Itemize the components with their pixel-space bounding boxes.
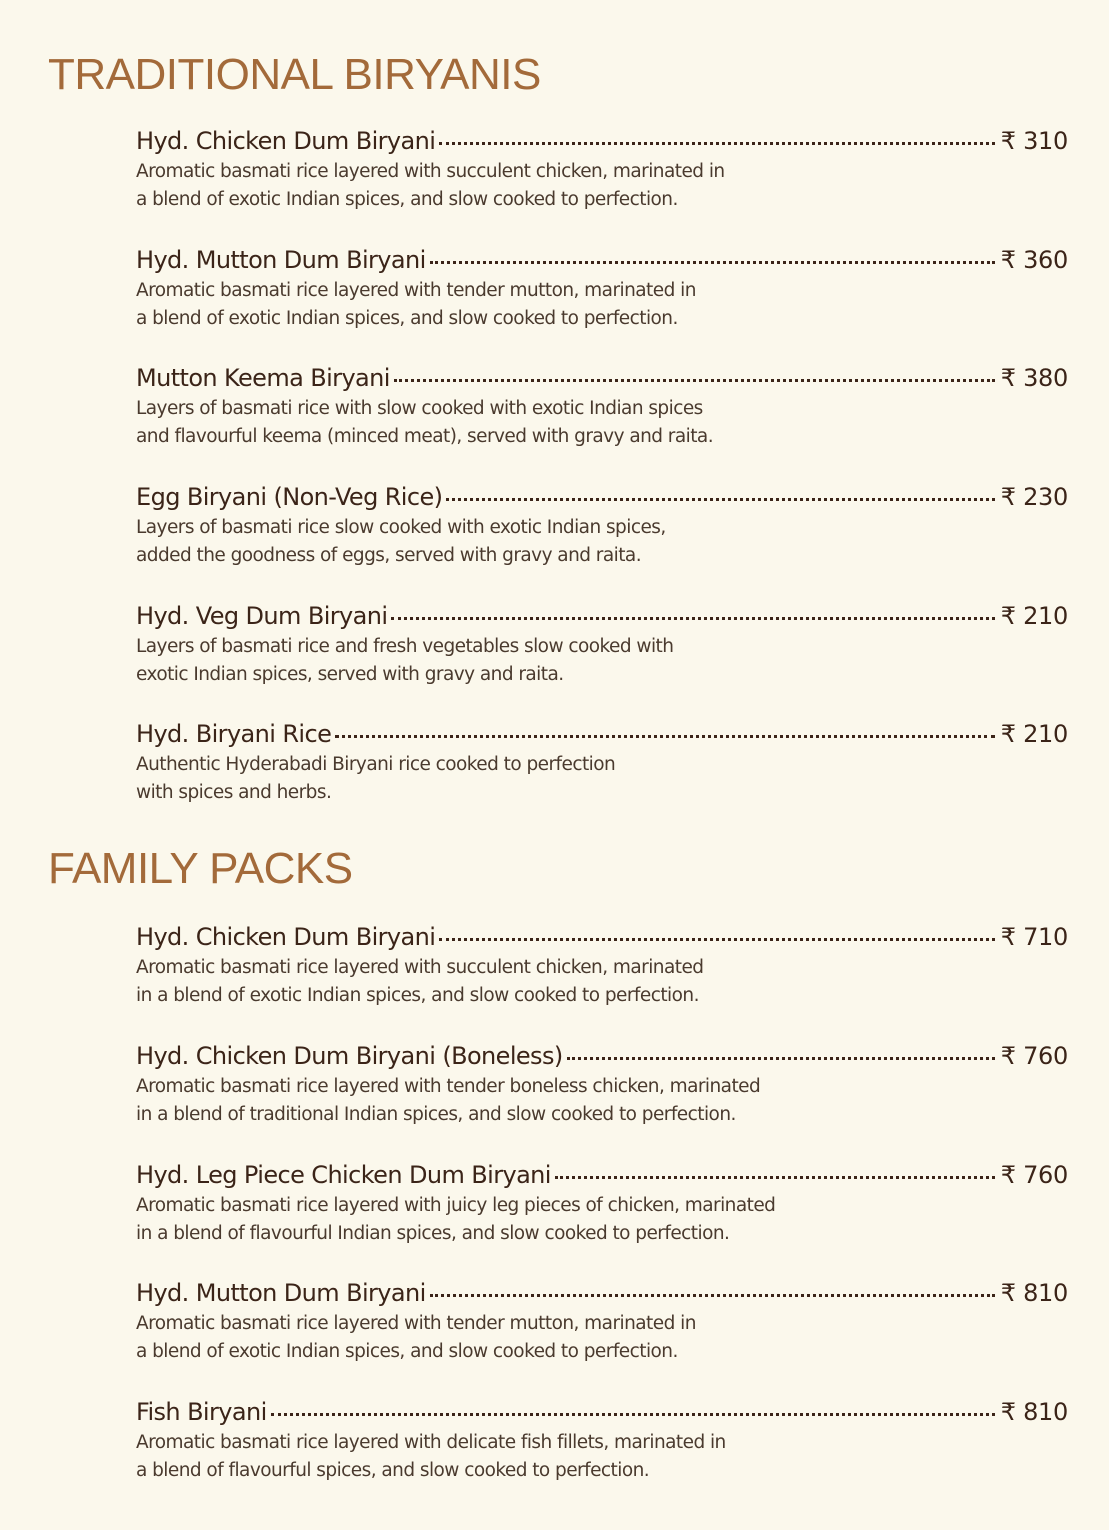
menu-item-description xyxy=(136,1073,836,1129)
menu-item-price: ₹ 810 xyxy=(1000,1398,1068,1426)
dot-leader xyxy=(394,379,995,382)
menu-item xyxy=(136,245,1068,333)
menu-item-name: Hyd. Leg Piece Chicken Dum Biryani xyxy=(136,1161,551,1189)
menu-item-header xyxy=(136,1041,1068,1071)
menu-item-price: ₹ 310 xyxy=(1000,127,1068,155)
dot-leader xyxy=(430,1294,995,1297)
menu-item xyxy=(136,1160,1068,1248)
menu-item-price: ₹ 210 xyxy=(1000,720,1068,748)
menu-item-price: ₹ 760 xyxy=(1000,1161,1068,1189)
menu-item-header xyxy=(136,922,1068,952)
description-line: in a blend of exotic Indian spices, and slow cooked to perfection. xyxy=(136,985,699,1006)
dot-leader xyxy=(555,1176,995,1179)
menu-item-description xyxy=(136,1310,836,1366)
description-line: a blend of exotic Indian spices, and slow cooked to perfection. xyxy=(136,308,678,329)
description-line: in a blend of traditional Indian spices, and slow cooked to perfection. xyxy=(136,1104,736,1125)
menu-item xyxy=(136,1278,1068,1366)
menu-item-description xyxy=(136,1429,836,1485)
menu-item-name: Hyd. Mutton Dum Biryani xyxy=(136,246,426,274)
menu-item xyxy=(136,1041,1068,1129)
description-line: a blend of exotic Indian spices, and slow cooked to perfection. xyxy=(136,1341,678,1362)
menu-item-name: Hyd. Biryani Rice xyxy=(136,720,332,748)
menu-item-description xyxy=(136,1192,836,1248)
menu-item-header xyxy=(136,1160,1068,1190)
description-line: Aromatic basmati rice layered with succulent chicken, marinated xyxy=(136,957,704,978)
menu-item-header xyxy=(136,719,1068,749)
menu-item-header xyxy=(136,126,1068,156)
menu-item-description xyxy=(136,954,836,1010)
menu-item-name: Fish Biryani xyxy=(136,1398,267,1426)
menu-item-price: ₹ 210 xyxy=(1000,602,1068,630)
description-line: Layers of basmati rice with slow cooked with exotic Indian spices xyxy=(136,398,703,419)
menu-item-name: Hyd. Chicken Dum Biryani xyxy=(136,923,436,951)
description-line: Aromatic basmati rice layered with succulent chicken, marinated in xyxy=(136,161,725,182)
dot-leader xyxy=(335,735,995,738)
menu-item-price: ₹ 360 xyxy=(1000,246,1068,274)
menu-item-name: Egg Biryani (Non-Veg Rice) xyxy=(136,483,443,511)
menu-item-price: ₹ 230 xyxy=(1000,483,1068,511)
description-line: Aromatic basmati rice layered with tender mutton, marinated in xyxy=(136,280,696,301)
menu-item-price: ₹ 380 xyxy=(1000,364,1068,392)
menu-item-header xyxy=(136,1278,1068,1308)
dot-leader xyxy=(439,938,994,941)
description-line: a blend of exotic Indian spices, and slow cooked to perfection. xyxy=(136,189,678,210)
menu-item-name: Mutton Keema Biryani xyxy=(136,364,390,392)
description-line: in a blend of flavourful Indian spices, and slow cooked to perfection. xyxy=(136,1223,730,1244)
menu-item-name: Hyd. Veg Dum Biryani xyxy=(136,602,388,630)
menu-item-name: Hyd. Chicken Dum Biryani (Boneless) xyxy=(136,1042,563,1070)
section-title: FAMILY PACKS xyxy=(48,844,353,893)
menu-item-header xyxy=(136,1397,1068,1427)
menu-item-header xyxy=(136,245,1068,275)
description-line: exotic Indian spices, served with gravy and raita. xyxy=(136,664,564,685)
description-line: Aromatic basmati rice layered with tender mutton, marinated in xyxy=(136,1313,696,1334)
menu-item xyxy=(136,126,1068,214)
menu-item xyxy=(136,922,1068,1010)
menu-item xyxy=(136,601,1068,689)
menu-item xyxy=(136,482,1068,570)
description-line: and flavourful keema (minced meat), served with gravy and raita. xyxy=(136,426,714,447)
menu-item-description xyxy=(136,277,836,333)
menu-item xyxy=(136,719,1068,807)
menu-item-name: Hyd. Mutton Dum Biryani xyxy=(136,1279,426,1307)
menu-item-header xyxy=(136,363,1068,393)
menu-item-description xyxy=(136,633,836,689)
description-line: added the goodness of eggs, served with gravy and raita. xyxy=(136,545,642,566)
menu-item-description xyxy=(136,158,836,214)
dot-leader xyxy=(567,1057,995,1060)
menu-item-header xyxy=(136,482,1068,512)
description-line: Aromatic basmati rice layered with juicy leg pieces of chicken, marinated xyxy=(136,1195,776,1216)
menu-item xyxy=(136,1397,1068,1485)
menu-item-description xyxy=(136,751,836,807)
menu-item-description xyxy=(136,514,836,570)
dot-leader xyxy=(391,617,994,620)
description-line: with spices and herbs. xyxy=(136,782,332,803)
description-line: Authentic Hyderabadi Biryani rice cooked to perfection xyxy=(136,754,616,775)
description-line: Aromatic basmati rice layered with tender boneless chicken, marinated xyxy=(136,1076,761,1097)
menu-item xyxy=(136,363,1068,451)
dot-leader xyxy=(271,1413,995,1416)
menu-item-price: ₹ 810 xyxy=(1000,1279,1068,1307)
dot-leader xyxy=(439,142,994,145)
section-title: TRADITIONAL BIRYANIS xyxy=(48,50,541,99)
menu-item-price: ₹ 710 xyxy=(1000,923,1068,951)
menu-item-price: ₹ 760 xyxy=(1000,1042,1068,1070)
menu-item-header xyxy=(136,601,1068,631)
description-line: Aromatic basmati rice layered with delicate fish fillets, marinated in xyxy=(136,1432,726,1453)
dot-leader xyxy=(430,261,995,264)
dot-leader xyxy=(446,498,994,501)
description-line: a blend of flavourful spices, and slow cooked to perfection. xyxy=(136,1460,650,1481)
description-line: Layers of basmati rice and fresh vegetables slow cooked with xyxy=(136,636,674,657)
menu-item-description xyxy=(136,395,836,451)
description-line: Layers of basmati rice slow cooked with exotic Indian spices, xyxy=(136,517,666,538)
menu-item-name: Hyd. Chicken Dum Biryani xyxy=(136,127,436,155)
